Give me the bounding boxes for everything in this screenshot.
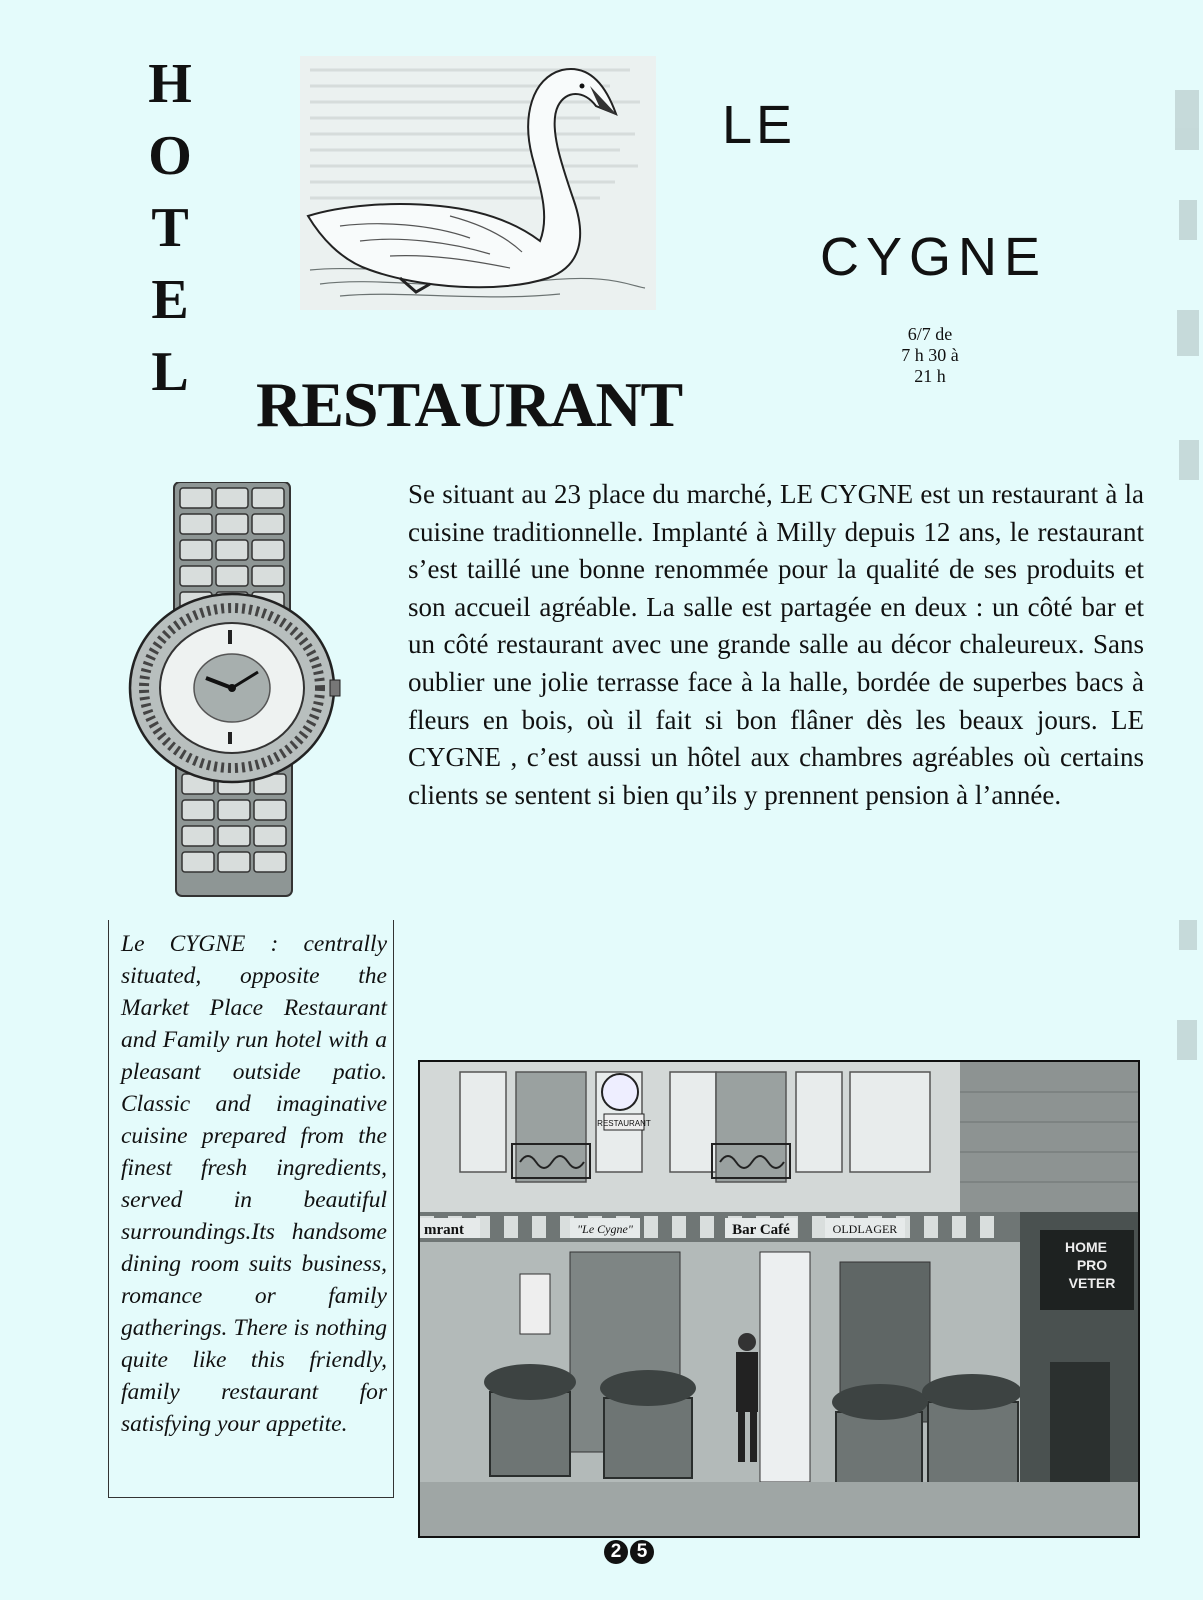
hotel-letter-h: H bbox=[148, 53, 192, 115]
title-restaurant: RESTAURANT bbox=[256, 369, 683, 440]
english-summary-box bbox=[108, 920, 394, 1498]
hotel-letter-t: T bbox=[151, 197, 189, 259]
hanging-sign-text: RESTAURANT bbox=[597, 1119, 651, 1128]
neighbor-sign-line: VETER bbox=[1068, 1275, 1116, 1291]
page-number bbox=[604, 1540, 654, 1564]
main-french-text: Se situant au 23 place du marché, LE CYGNE est un restaurant à la cuisine traditionnelle. Implanté à Milly depuis 12 ans, le restaurant s’est taillé une bonne renommée pour la qualité de ses produits et son accueil agréable. La salle est partagée en deux : un côté bar et un côté restaurant avec une grande salle au décor chaleureux. Sans oublier une jolie terrasse face à la halle, bordée de superbes bacs à fleurs en bois, où il fait si bon flâner dès les beaux jours. LE CYGNE , c’est aussi un hôtel aux chambres agréables où certains clients se sentent si bien qu’ils y prennent pension à l’année. bbox=[408, 479, 1144, 810]
restaurant-storefront-photo bbox=[418, 1060, 1140, 1538]
awning-text-bar: Bar Café bbox=[732, 1222, 790, 1238]
storefront-drawing bbox=[420, 1062, 1138, 1536]
hotel-letter-l: L bbox=[151, 341, 189, 403]
neighbor-sign-line: PRO bbox=[1076, 1257, 1108, 1273]
neighbor-sign-line: HOME bbox=[1065, 1239, 1107, 1255]
swan-drawing bbox=[300, 56, 656, 310]
title-le: LE bbox=[722, 95, 797, 155]
hours-line: 21 h bbox=[914, 366, 946, 386]
english-summary-text: Le CYGNE : centrally situated, opposite the Market Place Restaurant and Family run hotel with a pleasant outside patio. Classic and imaginative cuisine prepared from the finest fresh ingredients, served in beautiful surroundings.Its handsome dining room suits business, romance or family gatherings. There is nothing quite like this friendly, family restaurant for satisfying your appetite. bbox=[121, 931, 387, 1437]
awning-text-center: "Le Cygne" bbox=[577, 1222, 633, 1236]
title-cygne: CYGNE bbox=[820, 227, 1048, 287]
hotel-letter-o: O bbox=[148, 125, 192, 187]
vertical-hotel-title bbox=[140, 48, 200, 408]
awning-text-lager: OLDLAGER bbox=[832, 1222, 898, 1236]
page-digit: 2 bbox=[604, 1540, 628, 1564]
right-edge-bleed bbox=[1163, 60, 1203, 1160]
swan-illustration bbox=[300, 56, 656, 310]
awning-text-left: mrant bbox=[424, 1222, 464, 1238]
watch-image bbox=[126, 482, 342, 900]
hotel-letter-e: E bbox=[151, 269, 189, 331]
hours-line: 7 h 30 à bbox=[901, 345, 959, 365]
page-digit: 5 bbox=[630, 1540, 654, 1564]
hours-line: 6/7 de bbox=[907, 324, 953, 344]
opening-hours bbox=[880, 324, 980, 387]
